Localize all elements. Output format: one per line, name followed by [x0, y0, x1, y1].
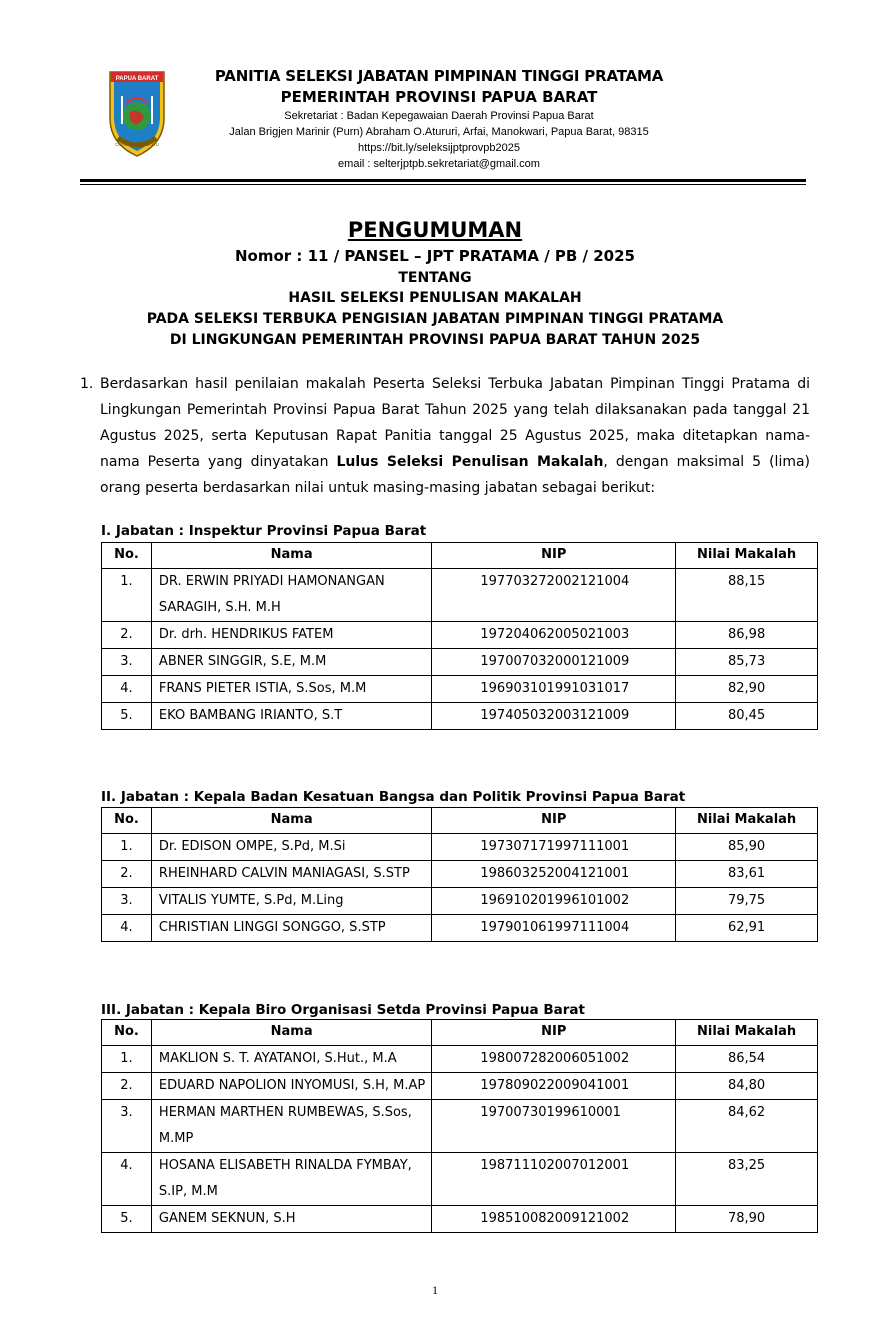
table-row	[102, 1206, 818, 1233]
row-nip: 197405032003121009	[432, 703, 676, 730]
row-nip: 198510082009121002	[432, 1206, 676, 1233]
row-nama: EKO BAMBANG IRIANTO, S.T	[151, 703, 431, 730]
row-no: 4.	[102, 676, 152, 703]
row-nama: VITALIS YUMTE, S.Pd, M.Ling	[151, 888, 431, 915]
table-row	[102, 1073, 818, 1100]
row-nilai: 83,25	[676, 1153, 818, 1206]
row-nilai: 78,90	[676, 1206, 818, 1233]
table-row	[102, 1153, 818, 1206]
col-nip: NIP	[432, 1020, 676, 1046]
col-nilai: Nilai Makalah	[676, 808, 818, 834]
table-row	[102, 888, 818, 915]
row-nama: ABNER SINGGIR, S.E, M.M	[151, 649, 431, 676]
row-no: 1.	[102, 1046, 152, 1073]
announcement-subject-3: DI LINGKUNGAN PEMERINTAH PROVINSI PAPUA BARAT TAHUN 2025	[169, 332, 701, 348]
row-nilai: 79,75	[676, 888, 818, 915]
paragraph-number: 1.	[80, 376, 94, 392]
row-nilai: 86,54	[676, 1046, 818, 1073]
col-nama: Nama	[151, 543, 431, 569]
letterhead-secretariat: Sekretariat : Badan Kepegawaian Daerah Provinsi Papua Barat	[284, 110, 594, 122]
row-no: 3.	[102, 649, 152, 676]
row-no: 2.	[102, 622, 152, 649]
letterhead-link: https://bit.ly/seleksijptprovpb2025	[357, 142, 521, 154]
row-no: 4.	[102, 1153, 152, 1206]
row-nama: EDUARD NAPOLION INYOMUSI, S.H, M.AP	[151, 1073, 431, 1100]
row-nama: GANEM SEKNUN, S.H	[151, 1206, 431, 1233]
row-nip: 197007032000121009	[432, 649, 676, 676]
row-nama: Dr. EDISON OMPE, S.Pd, M.Si	[151, 834, 431, 861]
intro-paragraph	[80, 371, 810, 501]
row-nama: Dr. drh. HENDRIKUS FATEM	[151, 622, 431, 649]
table-row	[102, 834, 818, 861]
row-nip: 198007282006051002	[432, 1046, 676, 1073]
results-table-3	[101, 1019, 818, 1233]
paragraph-text-1: Berdasarkan hasil penilaian makalah Peserta Seleksi Terbuka Jabatan Pimpinan Tinggi Pratama di Lingkungan Pemerintah Provinsi Papua Barat Tahun 2025 yang telah dilaksanakan pada tanggal 21 Agustus 2025, serta Keputusan Rapat Panitia tanggal 25 Agustus 2025, maka ditetapkan nama-nama Peserta yang dinyatakan	[100, 376, 810, 470]
row-nama: HOSANA ELISABETH RINALDA FYMBAY, S.IP, M.M	[151, 1153, 431, 1206]
table-row	[102, 649, 818, 676]
col-no: No.	[102, 543, 152, 569]
row-nama: MAKLION S. T. AYATANOI, S.Hut., M.A	[151, 1046, 431, 1073]
row-nilai: 84,62	[676, 1100, 818, 1153]
results-table-2	[101, 807, 818, 942]
row-no: 5.	[102, 1206, 152, 1233]
letterhead-title: PANITIA SELEKSI JABATAN PIMPINAN TINGGI PRATAMA	[214, 67, 664, 85]
col-nama: Nama	[151, 808, 431, 834]
col-nilai: Nilai Makalah	[676, 543, 818, 569]
row-nip: 197901061997111004	[432, 915, 676, 942]
row-nip: 197809022009041001	[432, 1073, 676, 1100]
row-nip: 196910201996101002	[432, 888, 676, 915]
logo-text: PAPUA BARAT	[115, 76, 159, 82]
col-no: No.	[102, 808, 152, 834]
row-no: 2.	[102, 861, 152, 888]
row-nama: DR. ERWIN PRIYADI HAMONANGAN SARAGIH, S.H. M.H	[151, 569, 431, 622]
announcement-heading: PENGUMUMAN	[347, 218, 523, 242]
row-nip: 197204062005021003	[432, 622, 676, 649]
row-nip: 197703272002121004	[432, 569, 676, 622]
section-title-3: III. Jabatan : Kepala Biro Organisasi Setda Provinsi Papua Barat	[101, 1002, 585, 1018]
table-row	[102, 861, 818, 888]
row-nilai: 86,98	[676, 622, 818, 649]
page-number: 1	[432, 1283, 438, 1297]
col-nilai: Nilai Makalah	[676, 1020, 818, 1046]
row-nip: 197307171997111001	[432, 834, 676, 861]
announcement-tentang: TENTANG	[398, 270, 472, 286]
row-nip: 198711102007012001	[432, 1153, 676, 1206]
row-nama: FRANS PIETER ISTIA, S.Sos, M.M	[151, 676, 431, 703]
table-row	[102, 1100, 818, 1153]
table-row	[102, 676, 818, 703]
row-nip: 198603252004121001	[432, 861, 676, 888]
section-title-1: I. Jabatan : Inspektur Provinsi Papua Barat	[101, 523, 427, 539]
results-table-1	[101, 542, 818, 730]
row-nip: 196903101991031017	[432, 676, 676, 703]
row-nilai: 83,61	[676, 861, 818, 888]
col-nip: NIP	[432, 543, 676, 569]
row-nilai: 82,90	[676, 676, 818, 703]
header-rule-thin	[80, 184, 806, 185]
col-no: No.	[102, 1020, 152, 1046]
logo-motto: CINTAKU NEGERIKU	[114, 142, 160, 147]
paragraph-bold: Lulus Seleksi Penulisan Makalah	[336, 454, 604, 470]
row-nama: CHRISTIAN LINGGI SONGGO, S.STP	[151, 915, 431, 942]
table-row	[102, 1046, 818, 1073]
table-header-row	[102, 808, 818, 834]
table-header-row	[102, 1020, 818, 1046]
header-rule-thick	[80, 179, 806, 182]
announcement-subject-2: PADA SELEKSI TERBUKA PENGISIAN JABATAN PIMPINAN TINGGI PRATAMA	[146, 311, 724, 327]
row-nilai: 62,91	[676, 915, 818, 942]
row-no: 5.	[102, 703, 152, 730]
table-row	[102, 703, 818, 730]
section-title-2: II. Jabatan : Kepala Badan Kesatuan Bangsa dan Politik Provinsi Papua Barat	[101, 789, 686, 805]
row-no: 1.	[102, 569, 152, 622]
row-nilai: 84,80	[676, 1073, 818, 1100]
row-no: 3.	[102, 1100, 152, 1153]
row-no: 4.	[102, 915, 152, 942]
letterhead-subtitle: PEMERINTAH PROVINSI PAPUA BARAT	[280, 88, 598, 106]
letterhead-address: Jalan Brigjen Marinir (Purn) Abraham O.Atururi, Arfai, Manokwari, Papua Barat, 98315	[229, 126, 649, 138]
row-nilai: 80,45	[676, 703, 818, 730]
announcement-number: Nomor : 11 / PANSEL – JPT PRATAMA / PB / 2025	[234, 247, 635, 265]
row-nilai: 85,90	[676, 834, 818, 861]
row-nama: HERMAN MARTHEN RUMBEWAS, S.Sos, M.MP	[151, 1100, 431, 1153]
row-nip: 19700730199610001	[432, 1100, 676, 1153]
row-no: 1.	[102, 834, 152, 861]
table-header-row	[102, 543, 818, 569]
row-nama: RHEINHARD CALVIN MANIAGASI, S.STP	[151, 861, 431, 888]
row-no: 3.	[102, 888, 152, 915]
table-row	[102, 622, 818, 649]
announcement-subject-1: HASIL SELEKSI PENULISAN MAKALAH	[288, 290, 582, 306]
papua-barat-logo	[104, 66, 170, 158]
paragraph-text-2: , dengan maksimal 5 (lima) orang peserta berdasarkan nilai untuk masing-masing jabatan sebagai berikut:	[100, 454, 811, 496]
table-row	[102, 915, 818, 942]
col-nama: Nama	[151, 1020, 431, 1046]
col-nip: NIP	[432, 808, 676, 834]
row-nilai: 85,73	[676, 649, 818, 676]
letterhead-email: email : selterjptpb.sekretariat@gmail.com	[338, 158, 540, 170]
row-nilai: 88,15	[676, 569, 818, 622]
table-row	[102, 569, 818, 622]
row-no: 2.	[102, 1073, 152, 1100]
letterhead	[196, 66, 682, 172]
